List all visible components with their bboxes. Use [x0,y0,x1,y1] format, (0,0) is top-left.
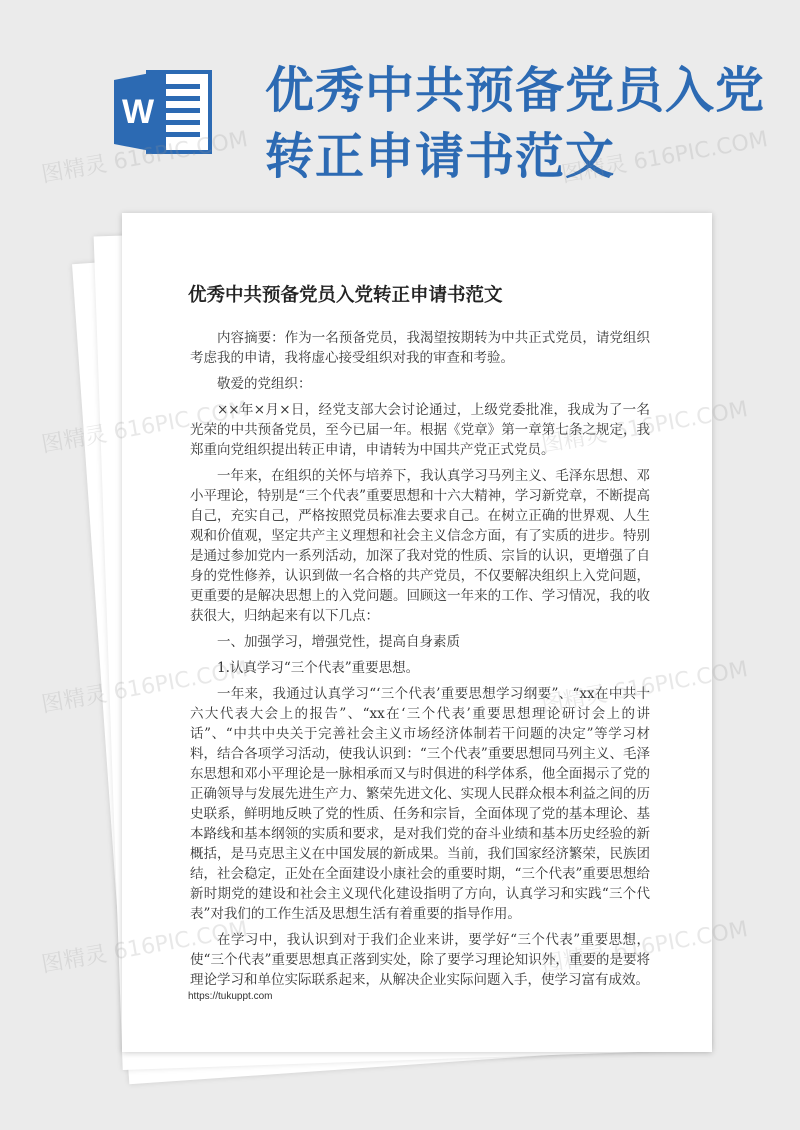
document-body [190,328,650,996]
watermark: 图精灵 616PIC.COM [39,917,250,978]
document-heading: 一、加强学习，增强党性，提高自身素质 [217,634,460,650]
document-page [122,213,712,1052]
watermark: 图精灵 616PIC.COM [539,397,750,458]
document-paragraph: 敬爱的党组织： [217,376,312,392]
document-subheading: 1.认真学习“三个代表”重要思想。 [217,660,420,676]
document-paragraph: ××年×月×日，经党支部大会讨论通过，上级党委批准，我成为了一名光荣的中共预备党员，至今已届一年。根据《党章》第一章第七条之规定，我郑重向党组织提出转正申请，申请转为中国共产党正式党员。 [190,402,650,458]
document-paragraph: 一年来，我通过认真学习“‘三个代表’重要思想学习纲要”、“xx在中共十六大代表大会上的报告”、“xx在‘三个代表’重要思想理论研讨会上的讲话”、“中共中央关于完善社会主义市场经济体制若干问题的决定”等学习材料，结合各项学习活动，使我认识到：“三个代表”重要思想同马列主义、毛泽东思想和邓小平理论是一脉相承而又与时俱进的科学体系，他全面揭示了党的正确领导与发展先进生产力、繁荣先进文化、实现人民群众根本利益之间的历史联系，鲜明地反映了党的性质、任务和宗旨，全面体现了党的基本理论、基本路线和基本纲领的实质和要求，是对我们党的奋斗业绩和基本历史经验的新概括，是马克思主义在中国发展的新成果。当前，我们国家经济繁荣，民族团结，社会稳定，正处在全面建设小康社会的重要时期，“三个代表”重要思想给新时期党的建设和社会主义现代化建设指明了方向，认真学习和实践“三个代表”对我们的工作生活及思想生活有着重要的指导作用。 [190,686,650,922]
document-paragraph: 一年来，在组织的关怀与培养下，我认真学习马列主义、毛泽东思想、邓小平理论，特别是“三个代表”重要思想和十六大精神，学习新党章，不断提高自己，充实自己，严格按照党员标准去要求自己。在树立正确的世界观、人生观和价值观，坚定共产主义理想和社会主义信念方面，有了实质的进步。特别是通过参加党内一系列活动，加深了我对党的性质、宗旨的认识，更增强了自身的党性修养，认识到做一名合格的共产党员，不仅要解决组织上入党问题，更重要的是解决思想上的入党问题。回顾这一年来的工作、学习情况，我的收获很大，归纳起来有以下几点： [190,468,650,624]
watermark: 图精灵 616PIC.COM [39,657,250,718]
word-document-icon [114,68,214,156]
watermark: 图精灵 616PIC.COM [39,397,250,458]
watermark: 图精灵 616PIC.COM [39,127,250,188]
document-title: 优秀中共预备党员入党转正申请书范文 [188,285,503,306]
watermark: 图精灵 616PIC.COM [559,127,770,188]
banner-title: 优秀中共预备党员入党转正申请书范文 [265,62,766,185]
word-logo-letter: W [121,93,155,131]
watermark: 图精灵 616PIC.COM [539,657,750,718]
footer-url: https://tukuppt.com [188,991,273,1002]
document-paragraph: 内容摘要：作为一名预备党员，我渴望按期转为中共正式党员，请党组织考虑我的申请，我将虚心接受组织对我的审查和考验。 [190,330,650,366]
watermark: 图精灵 616PIC.COM [539,917,750,978]
document-paragraph: 在学习中，我认识到对于我们企业来讲，要学好“三个代表”重要思想，使“三个代表”重要思想真正落到实处，除了要学习理论知识外，重要的是要将理论学习和单位实际联系起来，从解决企业实际问题入手，使学习富有成效。 [190,932,650,988]
